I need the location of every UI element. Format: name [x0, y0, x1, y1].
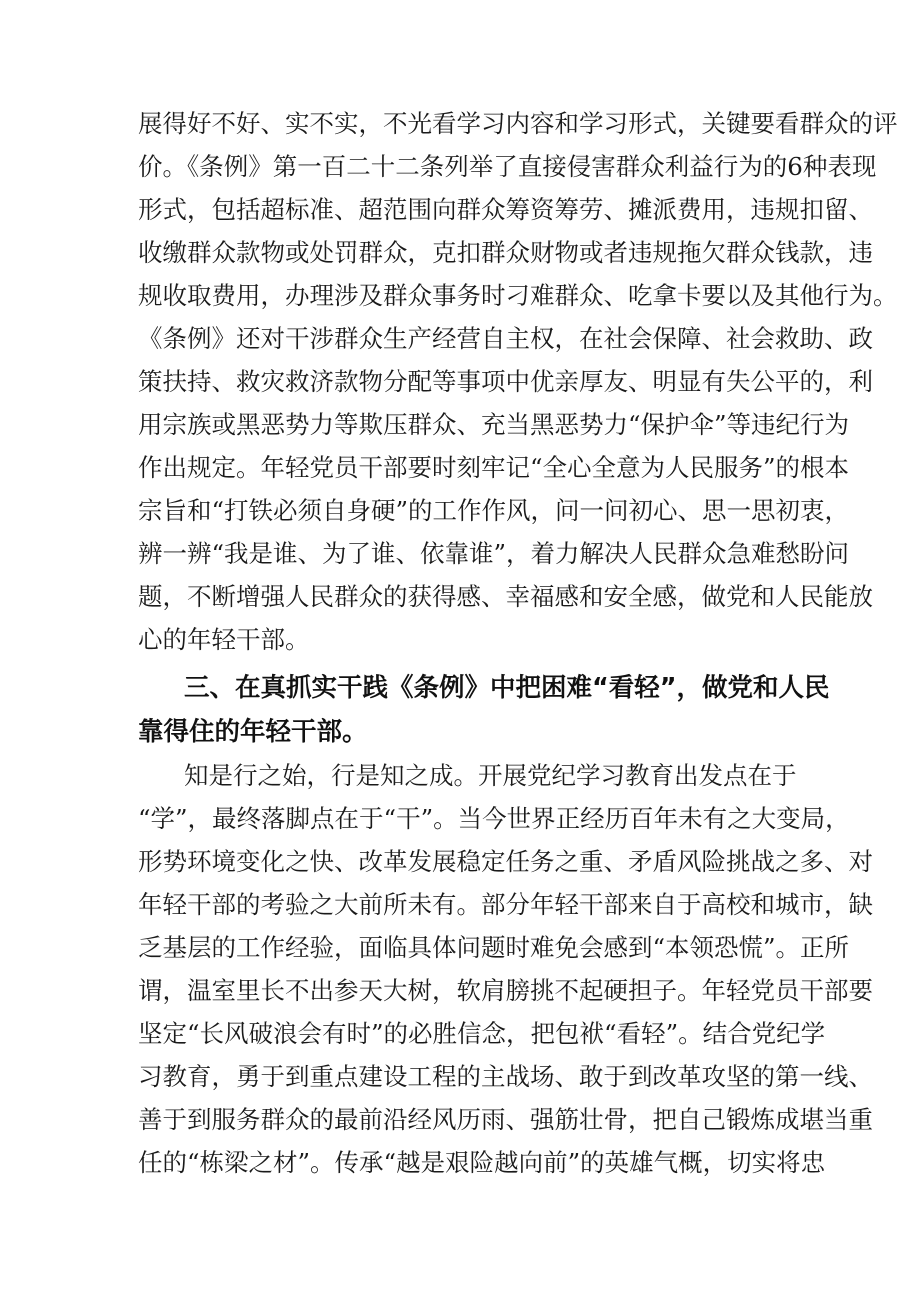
- text-line: 作出规定。年轻党员干部要时刻牢记“全心全意为人民服务”的根本: [138, 453, 850, 482]
- text-line: 善于到服务群众的最前沿经风历雨、强筋壮骨，把自己锻炼成堪当重: [138, 1105, 873, 1134]
- text-line: 《条例》还对干涉群众生产经营自主权，在社会保障、社会救助、政: [138, 324, 873, 353]
- text-line: 展得好不好、实不实，不光看学习内容和学习形式，关键要看群众的评: [138, 109, 898, 138]
- text-line: 谓，温室里长不出参天大树，软肩膀挑不起硬担子。年轻党员干部要: [138, 976, 873, 1005]
- text-line: 乏基层的工作经验，面临具体问题时难免会感到“本领恐慌”。正所: [138, 933, 850, 962]
- text-line: 题，不断增强人民群众的获得感、幸福感和安全感，做党和人民能放: [138, 582, 873, 611]
- text-line: 知是行之始，行是知之成。开展党纪学习教育出发点在于: [184, 761, 797, 790]
- text-line: “学”，最终落脚点在于“干”。当今世界正经历百年未有之大变局，: [138, 804, 850, 833]
- text-line: 收缴群众款物或处罚群众，克扣群众财物或者违规拖欠群众钱款，违: [138, 238, 873, 267]
- paragraph-knowledge-and-action: [138, 754, 873, 1184]
- text-line: 用宗族或黑恶势力等欺压群众、充当黑恶势力“保护伞”等违纪行为: [138, 410, 850, 439]
- text-line: 宗旨和“打铁必须自身硬”的工作作风，问一问初心、思一思初衷，: [138, 496, 850, 525]
- text-line: 任的“栋梁之材”。传承“越是艰险越向前”的英雄气概，切实将忠: [138, 1148, 826, 1177]
- heading-line: 靠得住的年轻干部。: [138, 717, 368, 747]
- text-line: 坚定“长风破浪会有时”的必胜信念，把包袱“看轻”。结合党纪学: [138, 1019, 826, 1048]
- text-line: 心的年轻干部。: [138, 625, 310, 654]
- text-line: 形势环境变化之快、改革发展稳定任务之重、矛盾风险挑战之多、对: [138, 847, 873, 876]
- paragraph-people-evaluation: [138, 102, 898, 661]
- text-line: 规收取费用，办理涉及群众事务时刁难群众、吃拿卡要以及其他行为。: [138, 281, 898, 310]
- text-line: 价。《条例》第一百二十二条列举了直接侵害群众利益行为的6种表现: [138, 152, 877, 181]
- text-line: 年轻干部的考验之大前所未有。部分年轻干部来自于高校和城市，缺: [138, 890, 873, 919]
- text-line: 形式，包括超标准、超范围向群众筹资筹劳、摊派费用，违规扣留、: [138, 195, 873, 224]
- text-line: 习教育，勇于到重点建设工程的主战场、敢于到改革攻坚的第一线、: [138, 1062, 873, 1091]
- text-line: 策扶持、救灾救济款物分配等事项中优亲厚友、明显有失公平的，利: [138, 367, 873, 396]
- section-heading-three: [138, 666, 830, 754]
- heading-line: 三、在真抓实干践《条例》中把困难“看轻”，做党和人民: [184, 673, 830, 703]
- text-line: 辨一辨“我是谁、为了谁、依靠谁”，着力解决人民群众急难愁盼问: [138, 539, 850, 568]
